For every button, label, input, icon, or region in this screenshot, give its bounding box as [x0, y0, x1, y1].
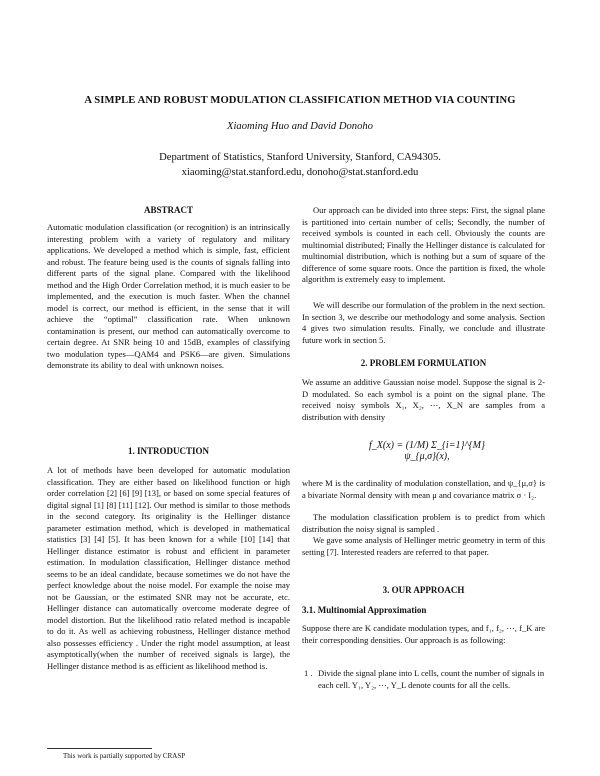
problem-paragraph-3: The modulation classification problem is to predict from which distribution the noisy signal is sampled .: [302, 512, 545, 534]
problem-paragraph-1: We assume an additive Gaussian noise model. Suppose the signal is 2-D modulated. So each symbol is a point on the signal plane. The received noisy symbols X₁, X₂, ⋯, X_N are samples from a distribution with density: [302, 377, 545, 422]
problem-paragraph-4: We gave some analysis of Hellinger metric geometry in term of this setting [7]. Interested readers are referred to that paper.: [302, 535, 545, 557]
introduction-text: [47, 465, 290, 672]
step-1: [304, 668, 548, 691]
footnote-rule: [47, 748, 152, 749]
approach-outline-paragraph: We will describe our formulation of the problem in the next section. In section 3, we describe our methodology and some analysis. Section 4 gives two simulation results. Finally, we conclude and illustrate future work in section 5.: [302, 300, 545, 345]
affiliation: [40, 150, 560, 180]
footnote: This work is partially supported by CRASP: [63, 752, 186, 760]
problem-text-3: [302, 512, 545, 535]
approach-heading: 3. OUR APPROACH: [382, 585, 465, 595]
multinomial-paragraph: Suppose there are K candidate modulation types, and f₁, f₂, ⋯, f_K are their corresponding densities. Our approach is as following:: [302, 623, 545, 645]
abstract-heading: ABSTRACT: [143, 205, 193, 215]
problem-heading: 2. PROBLEM FORMULATION: [360, 358, 487, 368]
paper-title: A SIMPLE AND ROBUST MODULATION CLASSIFICATION METHOD VIA COUNTING: [84, 95, 516, 106]
step-1-number: 1 .: [304, 668, 313, 678]
approach-outline-text: [302, 300, 545, 346]
approach-intro-text: [302, 205, 545, 286]
problem-paragraph-2: where M is the cardinality of modulation constellation, and ψ_{μ,σ} is a bivariate Normal density with mean μ and covariance matrix σ · I₂.: [302, 478, 545, 500]
introduction-paragraph: A lot of methods have been developed for automatic modulation classification. They are either based on likelihood function or high order correlation [2] [6] [9] [13], or based on some special features of digital signal [1] [8] [11] [12]. Our method is similar to those methods in the second category. Its originality is the Hellinger distance parameter estimation method, which is developed in mathematical statistics [3] [4] [5]. It has been known for a while [10] [14] that Hellinger distance estimator is robust and efficient in parameter estimation. In modulation classification, Hellinger distance method seems to be an ideal candidate, because sometimes we do not have the perfect knowledge about the noise model. For example the noise may not be Gaussian, or the estimated SNR may not be accurate, etc. Hellinger distance can automatically overcome moderate degree of model distortion. But the likelihood ratio related method is incapable to do it. As well as achieving robustness, Hellinger distance method also possesses efficiency . Under the right model assumption, at least asymptotically(when the number of received signals is large), the Hellinger distance method is as efficient as likelihood method is.: [47, 465, 290, 671]
multinomial-text: [302, 623, 545, 646]
problem-text-4: [302, 535, 545, 558]
problem-text-1: [302, 377, 545, 423]
density-equation: f_X(x) = (1/M) Σ_{i=1}^{M} ψ_{μ,σ}(x),: [368, 440, 485, 462]
paper-authors: Xiaoming Huo and David Donoho: [227, 121, 373, 132]
introduction-heading: 1. INTRODUCTION: [127, 446, 209, 456]
affiliation-emails: xiaoming@stat.stanford.edu, donoho@stat.stanford.edu: [181, 167, 419, 178]
abstract-text: [47, 222, 290, 372]
abstract-paragraph: Automatic modulation classification (or recognition) is an intrinsically interesting problem with a variety of regulatory and military applications. We developed a method which is simple, fast, efficient and robust. The feature being used is the counts of signals falling into different parts of the signal plane. Compared with the likelihood method and the High Order Correlation method, it is much easier to be implemented, and the execution is much faster. When the channel model is correct, our method is efficient, in the sense that it will achieve the “optimal” classification rate. When unknown contamination is present, our method can automatically overcome to certain degree. At SNR being 10 and 15dB, examples of classifying two modulation types—QAM4 and PSK6—are given. Simulations demonstrate its ability to deal with unknown noises.: [47, 222, 290, 370]
multinomial-heading: 3.1. Multinomial Approximation: [302, 605, 427, 615]
step-1-text: Divide the signal plane into L cells, count the number of signals in each cell. Y₁, Y₂, ⋯, Y_L denote counts for all the cells.: [318, 668, 545, 690]
affiliation-department: Department of Statistics, Stanford University, Stanford, CA94305.: [159, 152, 441, 163]
approach-intro-paragraph: Our approach can be divided into three steps: First, the signal plane is partitioned into certain number of cells; Secondly, the number of received symbols is counted in each cell. Obviously the counts are multinomial distributed; Finally the Hellinger distance is calculated for multinomial distribution, which is nothing but a sum of square of the difference of some square roots. Once the partition is fixed, the whole algorithm is extremely easy to implement.: [302, 205, 545, 284]
problem-text-2: [302, 478, 545, 501]
